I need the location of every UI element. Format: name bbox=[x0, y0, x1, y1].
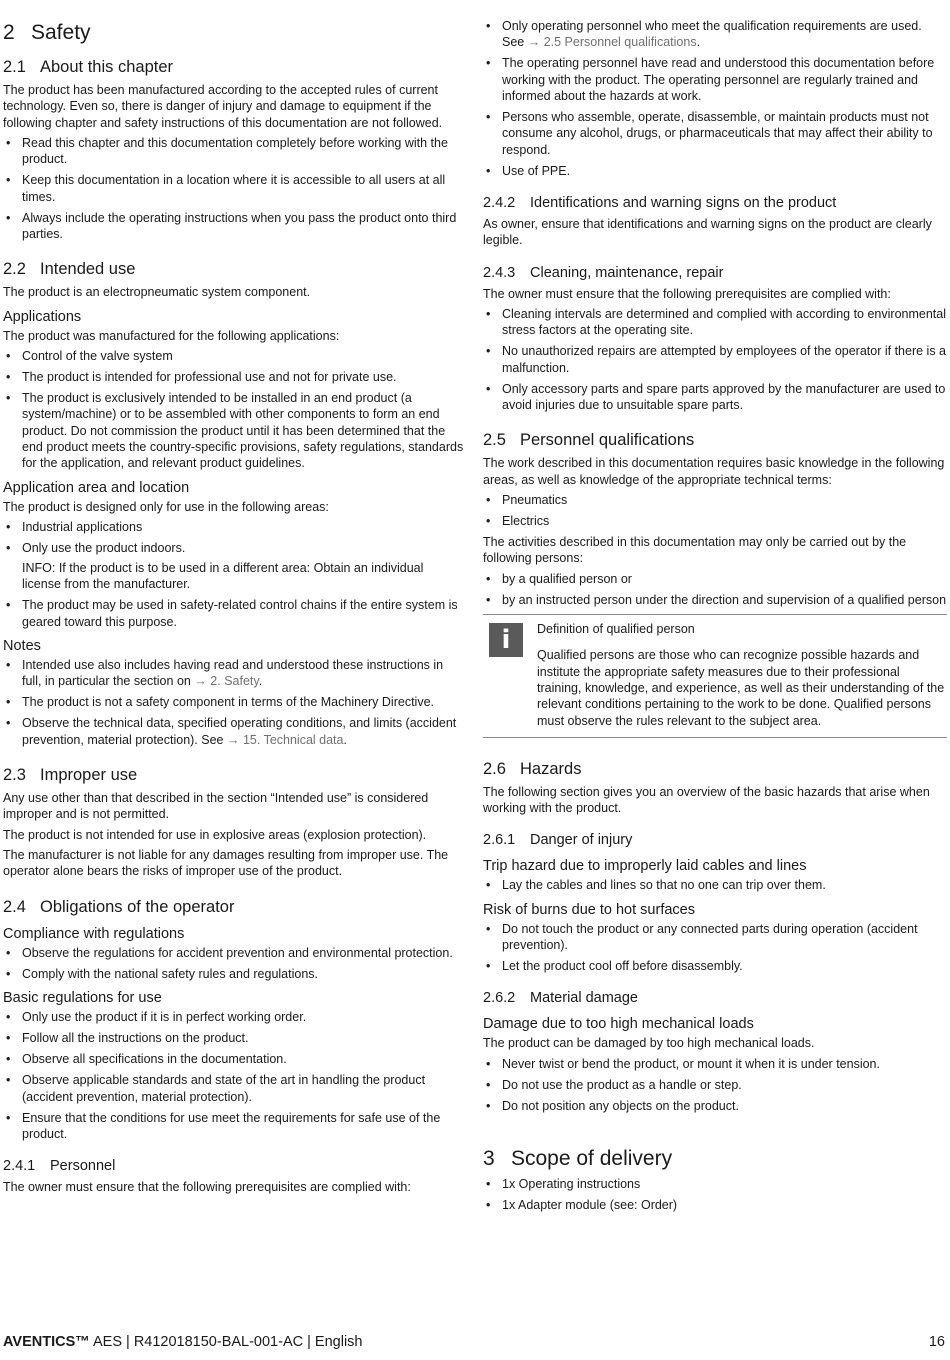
note-body bbox=[537, 621, 947, 729]
bullet-list bbox=[483, 492, 947, 529]
bullet-list bbox=[483, 921, 947, 975]
list-item: • Intended use also includes having read and understood these instructions in full, in particular the section on → 2. Safety. bbox=[3, 657, 465, 690]
section-heading-2-4-1: 2.4.1 Personnel bbox=[3, 1158, 116, 1175]
list-item: • by a qualified person or bbox=[483, 571, 947, 587]
bullet-list bbox=[483, 571, 947, 608]
paragraph: The owner must ensure that the following prerequisites are complied with: bbox=[3, 1180, 411, 1195]
list-item: • Observe all specifications in the documentation. bbox=[3, 1051, 465, 1067]
list-item: • No unauthorized repairs are attempted by employees of the operator if there is a malfunction. bbox=[483, 343, 947, 376]
cross-reference-link[interactable]: → 2. Safety bbox=[194, 674, 259, 689]
list-item: • Read this chapter and this documentation completely before working with the product. bbox=[3, 135, 465, 168]
paragraph: The owner must ensure that the following prerequisites are complied with: bbox=[483, 286, 891, 301]
note-title: Definition of qualified person bbox=[537, 622, 695, 637]
list-item: • Do not use the product as a handle or step. bbox=[483, 1077, 947, 1093]
subheading-application-area: Application area and location bbox=[3, 479, 190, 496]
bullet-list bbox=[3, 657, 465, 748]
paragraph: The product is designed only for use in the following areas: bbox=[3, 499, 329, 514]
list-item: • Only use the product if it is in perfect working order. bbox=[3, 1009, 465, 1025]
bullet-list bbox=[3, 348, 465, 472]
bullet-list bbox=[483, 1056, 947, 1114]
section-heading-3: 3 Scope of delivery bbox=[483, 1147, 673, 1171]
paragraph: The following section gives you an overview of the basic hazards that arise when working with the product. bbox=[483, 784, 930, 816]
paragraph: As owner, ensure that identifications and warning signs on the product are clearly legible. bbox=[483, 217, 932, 248]
list-item: • Comply with the national safety rules and regulations. bbox=[3, 966, 465, 982]
list-item: • Do not position any objects on the product. bbox=[483, 1098, 947, 1114]
section-heading-2-4-2: 2.4.2 Identifications and warning signs on the product bbox=[483, 195, 837, 212]
list-item: • Lay the cables and lines so that no one can trip over them. bbox=[483, 877, 947, 893]
section-heading-2-6: 2.6 Hazards bbox=[483, 759, 582, 778]
bullet-list bbox=[3, 519, 465, 556]
list-item: • Only accessory parts and spare parts approved by the manufacturer are used to avoid injuries due to unsuitable spare parts. bbox=[483, 381, 947, 414]
list-item: • Pneumatics bbox=[483, 492, 947, 508]
list-item: • Use of PPE. bbox=[483, 163, 947, 179]
section-heading-2-6-1: 2.6.1 Danger of injury bbox=[483, 832, 633, 849]
list-item: • Persons who assemble, operate, disassemble, or maintain products must not consume any alcohol, drugs, or pharmaceuticals that may affect their ability to respond. bbox=[483, 109, 947, 158]
bullet-list bbox=[3, 1009, 465, 1142]
section-heading-2-4-3: 2.4.3 Cleaning, maintenance, repair bbox=[483, 264, 724, 281]
list-item: • Observe applicable standards and state of the art in handling the product (accident prevention, material protection). bbox=[3, 1072, 465, 1105]
paragraph: Any use other than that described in the section “Intended use” is considered improper and is not permitted. bbox=[3, 791, 429, 822]
bullet-list bbox=[483, 1176, 947, 1213]
paragraph: The product is an electropneumatic system component. bbox=[3, 285, 311, 300]
left-column bbox=[3, 18, 465, 1200]
list-item: • The product is exclusively intended to be installed in an end product (a system/machine) or to be assembled with other components to form an end product. Do not commission the product until it has been determined that the end product meets the country-specific provisions, safety regulations, standards for the application, and relevant product guidelines. bbox=[3, 390, 465, 471]
paragraph: The product is not intended for use in explosive areas (explosion protection). bbox=[3, 827, 427, 842]
list-item: • The operating personnel have read and understood this documentation before working with the product. The operating personnel are regularly trained and informed about the hazards at work. bbox=[483, 55, 947, 104]
paragraph: The activities described in this documentation may only be carried out by the following persons: bbox=[483, 535, 907, 566]
list-item: • Industrial applications bbox=[3, 519, 465, 535]
cross-reference-link[interactable]: → 2.5 Personnel qualifications bbox=[527, 35, 697, 50]
paragraph: The product was manufactured for the following applications: bbox=[3, 328, 340, 343]
subheading-applications: Applications bbox=[3, 308, 82, 325]
subheading-compliance: Compliance with regulations bbox=[3, 925, 185, 942]
subheading-basic-regulations: Basic regulations for use bbox=[3, 989, 162, 1006]
list-item: • Electrics bbox=[483, 513, 947, 529]
note-text: Qualified persons are those who can recognize possible hazards and institute the appropriate safety measures due to their professional training, knowledge, and experience, as well as their understanding of the relevant conditions pertaining to the work to be done. Qualified persons must observe the rules relevant to the subject area. bbox=[537, 648, 945, 728]
bullet-list bbox=[483, 306, 947, 413]
subheading-trip-hazard: Trip hazard due to improperly laid cables and lines bbox=[483, 858, 807, 875]
list-item: • Control of the valve system bbox=[3, 348, 465, 364]
page-footer bbox=[3, 1333, 947, 1351]
page-number: 16 bbox=[928, 1334, 945, 1350]
subheading-mechanical-loads: Damage due to too high mechanical loads bbox=[483, 1016, 754, 1033]
list-item: • Observe the technical data, specified operating conditions, and limits (accident prevention, material protection). See → 15. Technical data. bbox=[3, 715, 465, 748]
section-heading-2-1: 2.1 About this chapter bbox=[3, 58, 173, 76]
bullet-list bbox=[3, 945, 465, 982]
list-item: • The product is not a safety component in terms of the Machinery Directive. bbox=[3, 694, 465, 710]
list-item: • Do not touch the product or any connected parts during operation (accident prevention). bbox=[483, 921, 947, 954]
section-heading-2-6-2: 2.6.2 Material damage bbox=[483, 990, 638, 1007]
subheading-burns: Risk of burns due to hot surfaces bbox=[483, 901, 695, 918]
list-item: • Cleaning intervals are determined and complied with according to environmental stress factors at the operating site. bbox=[483, 306, 947, 339]
list-item: • The product is intended for professional use and not for private use. bbox=[3, 369, 465, 385]
info-note-box bbox=[483, 614, 947, 738]
list-item: • Only use the product indoors. bbox=[3, 540, 465, 556]
paragraph: The work described in this documentation requires basic knowledge in the following areas, as well as knowledge of the appropriate technical terms: bbox=[483, 456, 945, 487]
list-item: • Let the product cool off before disassembly. bbox=[483, 958, 947, 974]
section-heading-2-3: 2.3 Improper use bbox=[3, 766, 138, 785]
section-heading-2-4: 2.4 Obligations of the operator bbox=[3, 897, 235, 916]
list-item: • The product may be used in safety-related control chains if the entire system is geared toward this purpose. bbox=[3, 597, 465, 630]
list-item: • Follow all the instructions on the product. bbox=[3, 1030, 465, 1046]
info-note: INFO: If the product is to be used in a different area: Obtain an individual license from the manufacturer. bbox=[22, 561, 424, 592]
section-heading-2: 2 Safety bbox=[3, 21, 91, 44]
cross-reference-link[interactable]: → 15. Technical data bbox=[226, 732, 344, 747]
bullet-list bbox=[483, 18, 947, 179]
brand-name: AVENTICS™ bbox=[3, 1334, 90, 1350]
info-icon: i bbox=[489, 623, 523, 657]
paragraph: The product can be damaged by too high mechanical loads. bbox=[483, 1036, 815, 1051]
list-item: • Ensure that the conditions for use meet the requirements for safe use of the product. bbox=[3, 1110, 465, 1143]
list-item: • Only operating personnel who meet the qualification requirements are used. See → 2.5 Personnel qualifications. bbox=[483, 18, 947, 51]
right-column bbox=[483, 18, 947, 1218]
section-heading-2-2: 2.2 Intended use bbox=[3, 260, 136, 279]
paragraph: The manufacturer is not liable for any damages resulting from improper use. The operator alone bears the risks of improper use of the product. bbox=[3, 847, 449, 879]
list-item: • 1x Adapter module (see: Order) bbox=[483, 1197, 947, 1213]
list-item: • Keep this documentation in a location where it is accessible to all users at all times. bbox=[3, 172, 465, 205]
list-item: • Observe the regulations for accident prevention and environmental protection. bbox=[3, 945, 465, 961]
info-label: INFO: bbox=[22, 561, 56, 576]
list-item: • Always include the operating instructions when you pass the product onto third parties. bbox=[3, 210, 465, 243]
subheading-notes: Notes bbox=[3, 638, 41, 654]
bullet-list bbox=[3, 597, 465, 630]
footer-doc-info: AVENTICS™ AES | R412018150-BAL-001-AC | English bbox=[3, 1334, 363, 1350]
bullet-list bbox=[483, 877, 947, 893]
list-item: • 1x Operating instructions bbox=[483, 1176, 947, 1192]
list-item: • by an instructed person under the direction and supervision of a qualified person bbox=[483, 592, 947, 608]
bullet-list bbox=[3, 135, 465, 242]
list-item: • Never twist or bend the product, or mount it when it is under tension. bbox=[483, 1056, 947, 1072]
section-heading-2-5: 2.5 Personnel qualifications bbox=[483, 431, 695, 450]
paragraph: The product has been manufactured according to the accepted rules of current technology. Even so, there is danger of injury and damage to equipment if the following chapter and safety instructions of this documentation are not followed. bbox=[3, 83, 443, 130]
